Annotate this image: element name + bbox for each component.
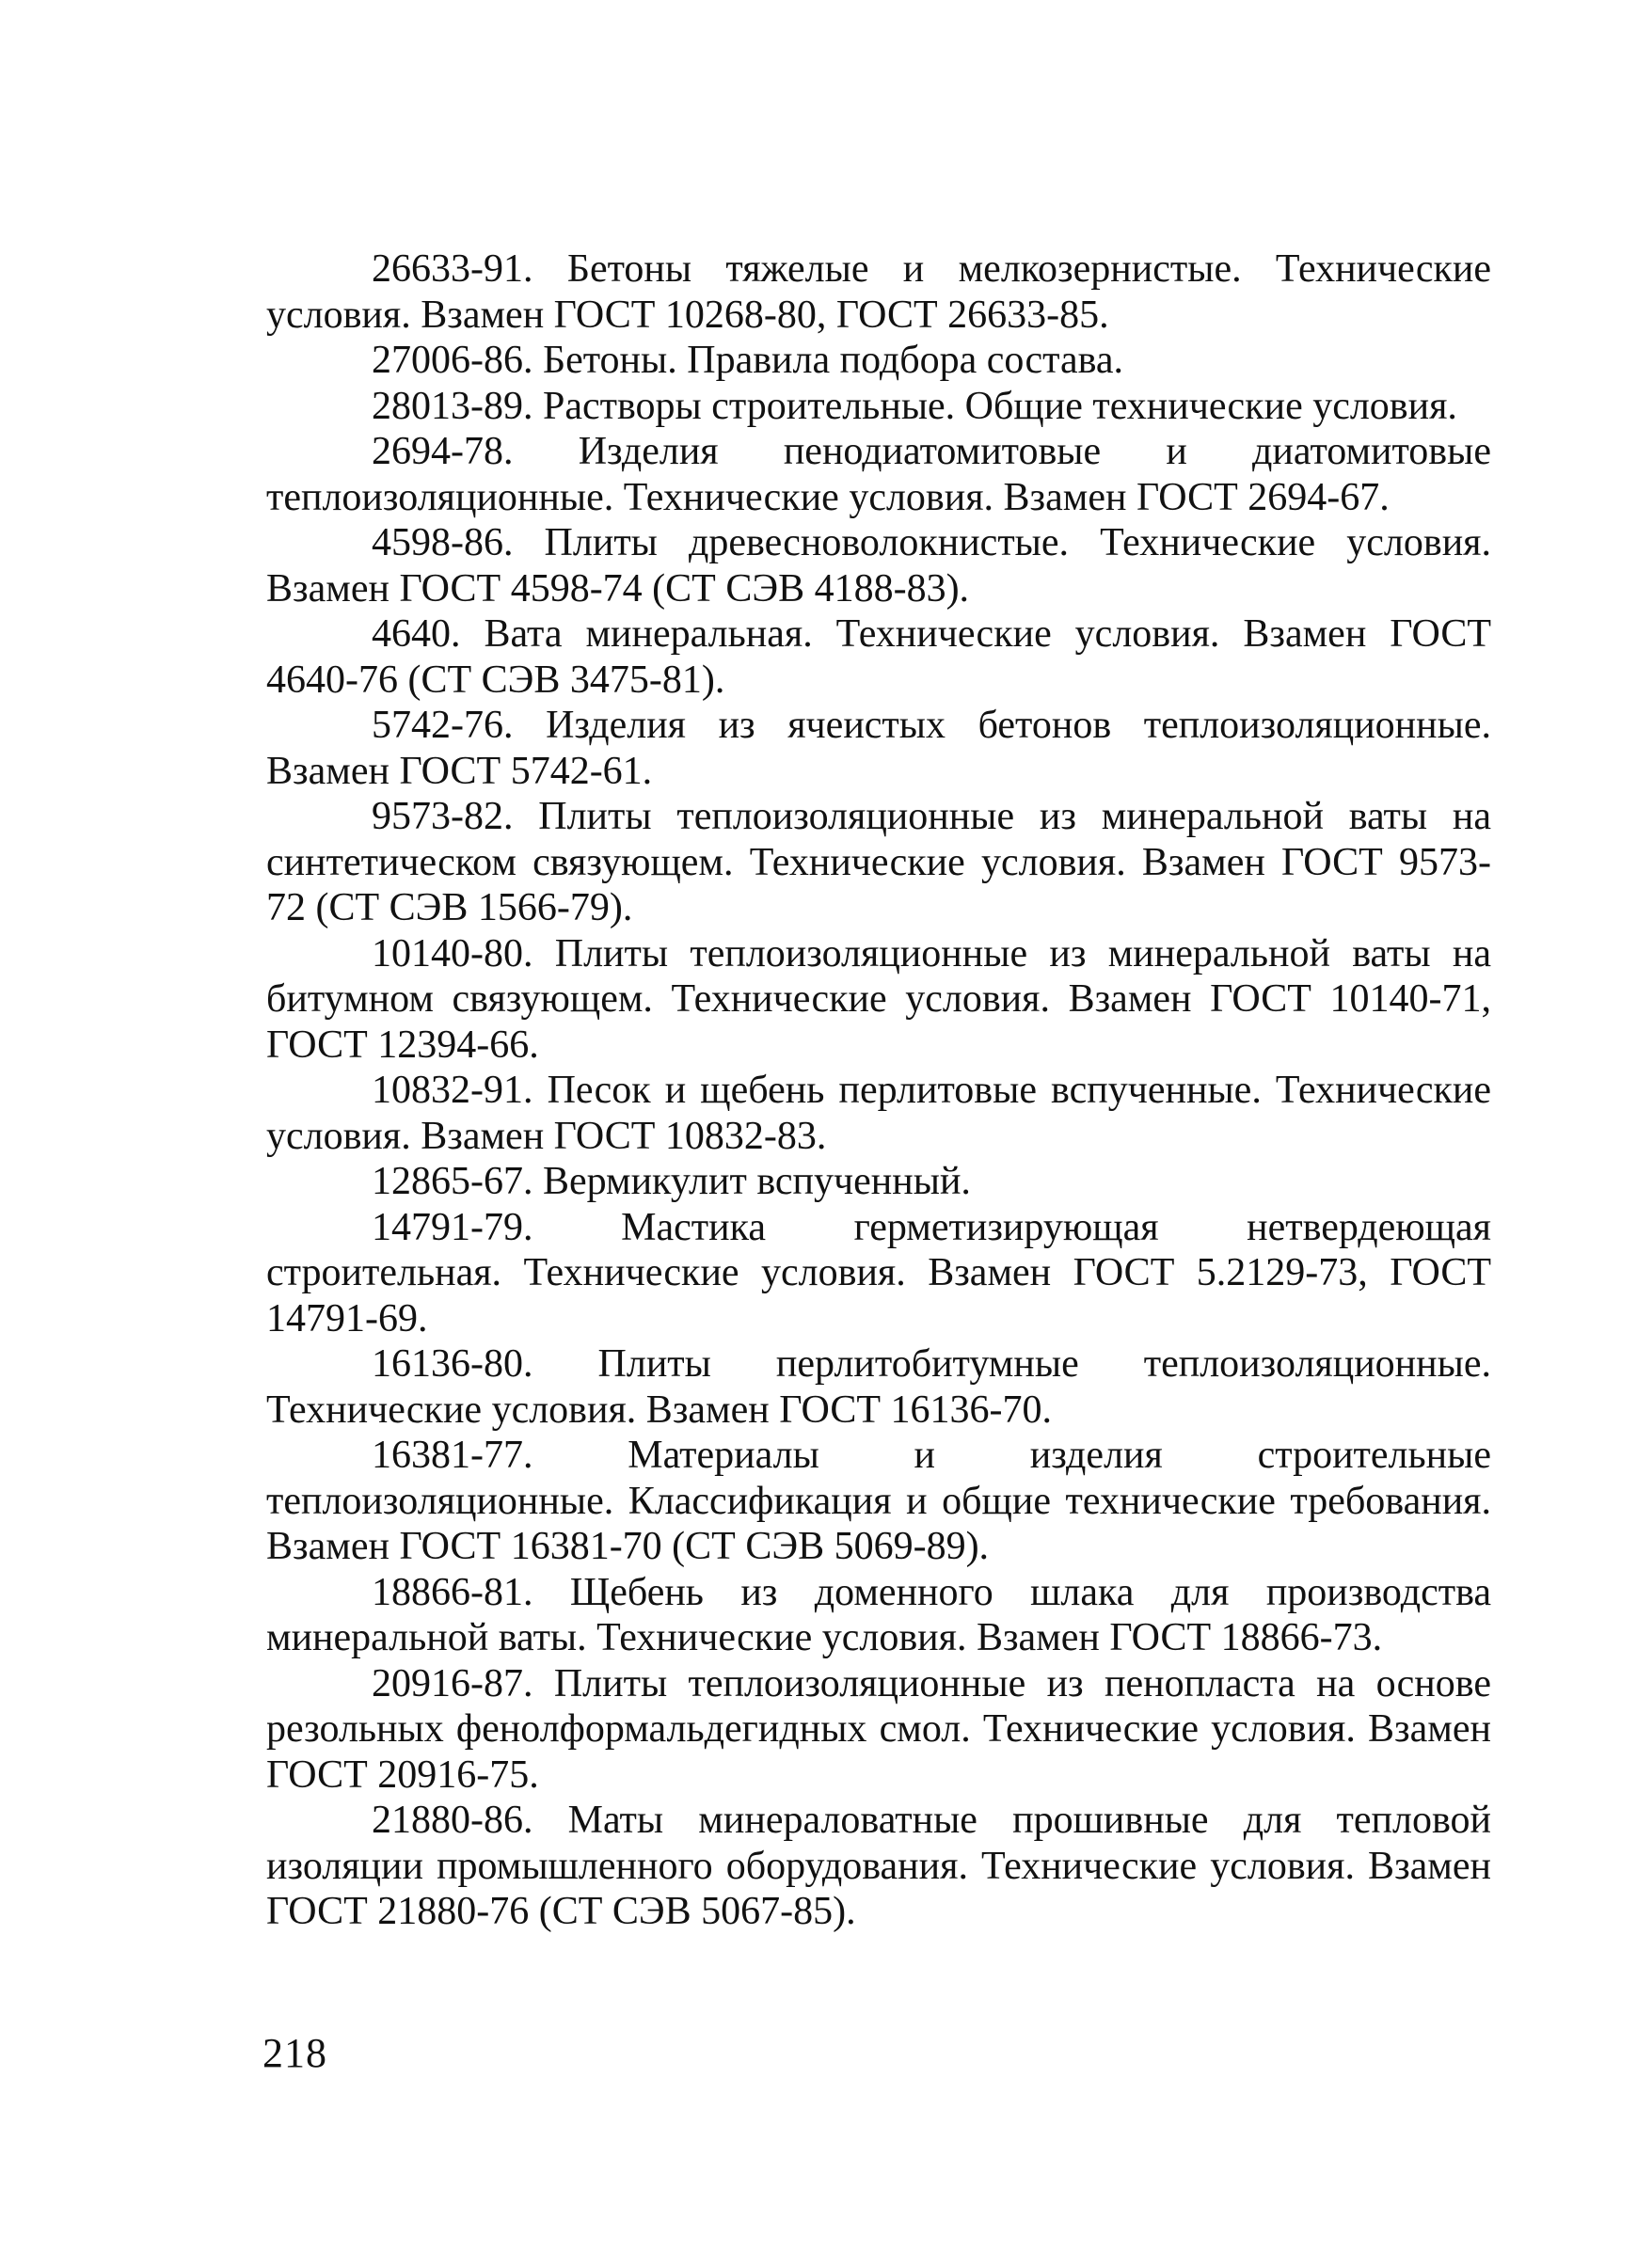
list-item: 12865-67. Вермикулит вспученный. bbox=[372, 1160, 971, 1203]
list-item: 16136-80. Плиты перлитобитумные теплоизоляционные. Технические условия. Взамен ГОСТ 16136-70. bbox=[266, 1342, 1491, 1432]
list-item: 16381-77. Материалы и изделия строительные теплоизоляционные. Классификация и общие технические требования. Взамен ГОСТ 16381-70 (СТ СЭВ 5069-89). bbox=[266, 1434, 1491, 1568]
list-item: 20916-87. Плиты теплоизоляционные из пенопласта на основе резольных фенолформальдегидных смол. Технические условия. Взамен ГОСТ 20916-75. bbox=[266, 1661, 1491, 1797]
list-item: 4640. Вата минеральная. Технические условия. Взамен ГОСТ 4640-76 (СТ СЭВ 3475-81). bbox=[266, 612, 1491, 702]
page-number: 218 bbox=[262, 2030, 327, 2076]
list-item: 26633-91. Бетоны тяжелые и мелкозернистые. Технические условия. Взамен ГОСТ 10268-80, ГОСТ 26633-85. bbox=[266, 247, 1491, 337]
list-item: 28013-89. Растворы строительные. Общие технические условия. bbox=[372, 384, 1457, 428]
list-item: 21880-86. Маты минераловатные прошивные для тепловой изоляции промышленного оборудования. Технические условия. Взамен ГОСТ 21880-76 (СТ СЭВ 5067-85). bbox=[266, 1799, 1491, 1933]
list-item: 2694-78. Изделия пенодиатомитовые и диатомитовые теплоизоляционные. Технические условия. Взамен ГОСТ 2694-67. bbox=[266, 430, 1491, 519]
list-item: 14791-79. Мастика герметизирующая нетвердеющая строительная. Технические условия. Взамен ГОСТ 5.2129-73, ГОСТ 14791-69. bbox=[266, 1205, 1491, 1340]
list-item: 10832-91. Песок и щебень перлитовые вспученные. Технические условия. Взамен ГОСТ 10832-83. bbox=[266, 1069, 1491, 1158]
gost-reference-list bbox=[266, 246, 1491, 1935]
list-item: 10140-80. Плиты теплоизоляционные из минеральной ваты на битумном связующем. Технические условия. Взамен ГОСТ 10140-71, ГОСТ 12394-66. bbox=[266, 931, 1491, 1067]
list-item: 27006-86. Бетоны. Правила подбора состава. bbox=[372, 339, 1124, 382]
list-item: 9573-82. Плиты теплоизоляционные из минеральной ваты на синтетическом связующем. Технические условия. Взамен ГОСТ 9573-72 (СТ СЭВ 1566-79). bbox=[266, 795, 1491, 929]
list-item: 5742-76. Изделия из ячеистых бетонов теплоизоляционные. Взамен ГОСТ 5742-61. bbox=[266, 704, 1491, 793]
list-item: 18866-81. Щебень из доменного шлака для производства минеральной ваты. Технические условия. Взамен ГОСТ 18866-73. bbox=[266, 1570, 1491, 1659]
list-item: 4598-86. Плиты древесноволокнистые. Технические условия. Взамен ГОСТ 4598-74 (СТ СЭВ 4188-83). bbox=[266, 521, 1491, 611]
